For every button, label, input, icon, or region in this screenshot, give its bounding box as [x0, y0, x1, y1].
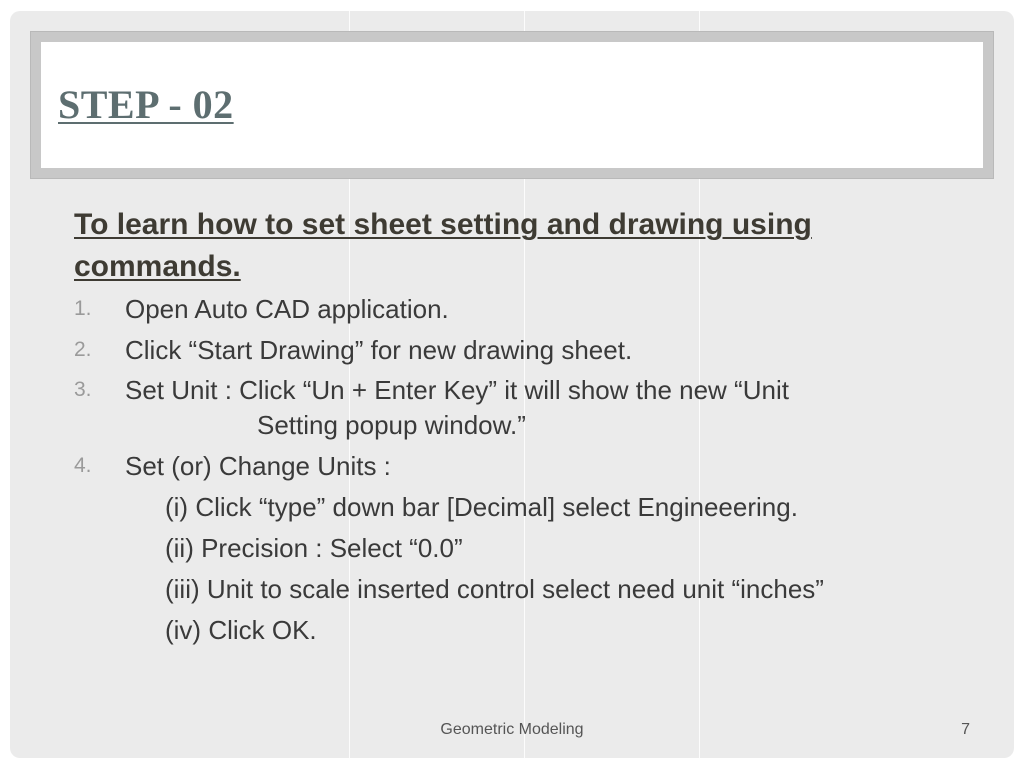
list-number: 3. — [74, 378, 92, 401]
slide-body — [10, 11, 1014, 758]
list-number: 1. — [74, 297, 92, 320]
page-number: 7 — [961, 721, 970, 738]
list-item: Set (or) Change Units : — [125, 451, 391, 481]
list-number: 2. — [74, 338, 92, 361]
list-number: 4. — [74, 454, 92, 477]
slide-title: STEP - 02 — [58, 82, 234, 127]
sub-list-item: (iii) Unit to scale inserted control select need unit “inches” — [165, 574, 824, 604]
list-item: Click “Start Drawing” for new drawing sheet. — [125, 335, 633, 365]
list-item-continuation: Setting popup window.” — [257, 410, 526, 440]
sub-list-item: (ii) Precision : Select “0.0” — [165, 533, 463, 563]
sub-list-item: (i) Click “type” down bar [Decimal] select Engineeering. — [165, 492, 798, 522]
footer-label: Geometric Modeling — [440, 721, 584, 738]
list-item: Set Unit : Click “Un + Enter Key” it will show the new “Unit — [125, 375, 789, 405]
slide — [10, 11, 1014, 758]
slide-heading: To learn how to set sheet setting and drawing using commands. — [74, 208, 812, 283]
sub-list-item: (iv) Click OK. — [165, 615, 317, 645]
list-item: Open Auto CAD application. — [125, 294, 449, 324]
